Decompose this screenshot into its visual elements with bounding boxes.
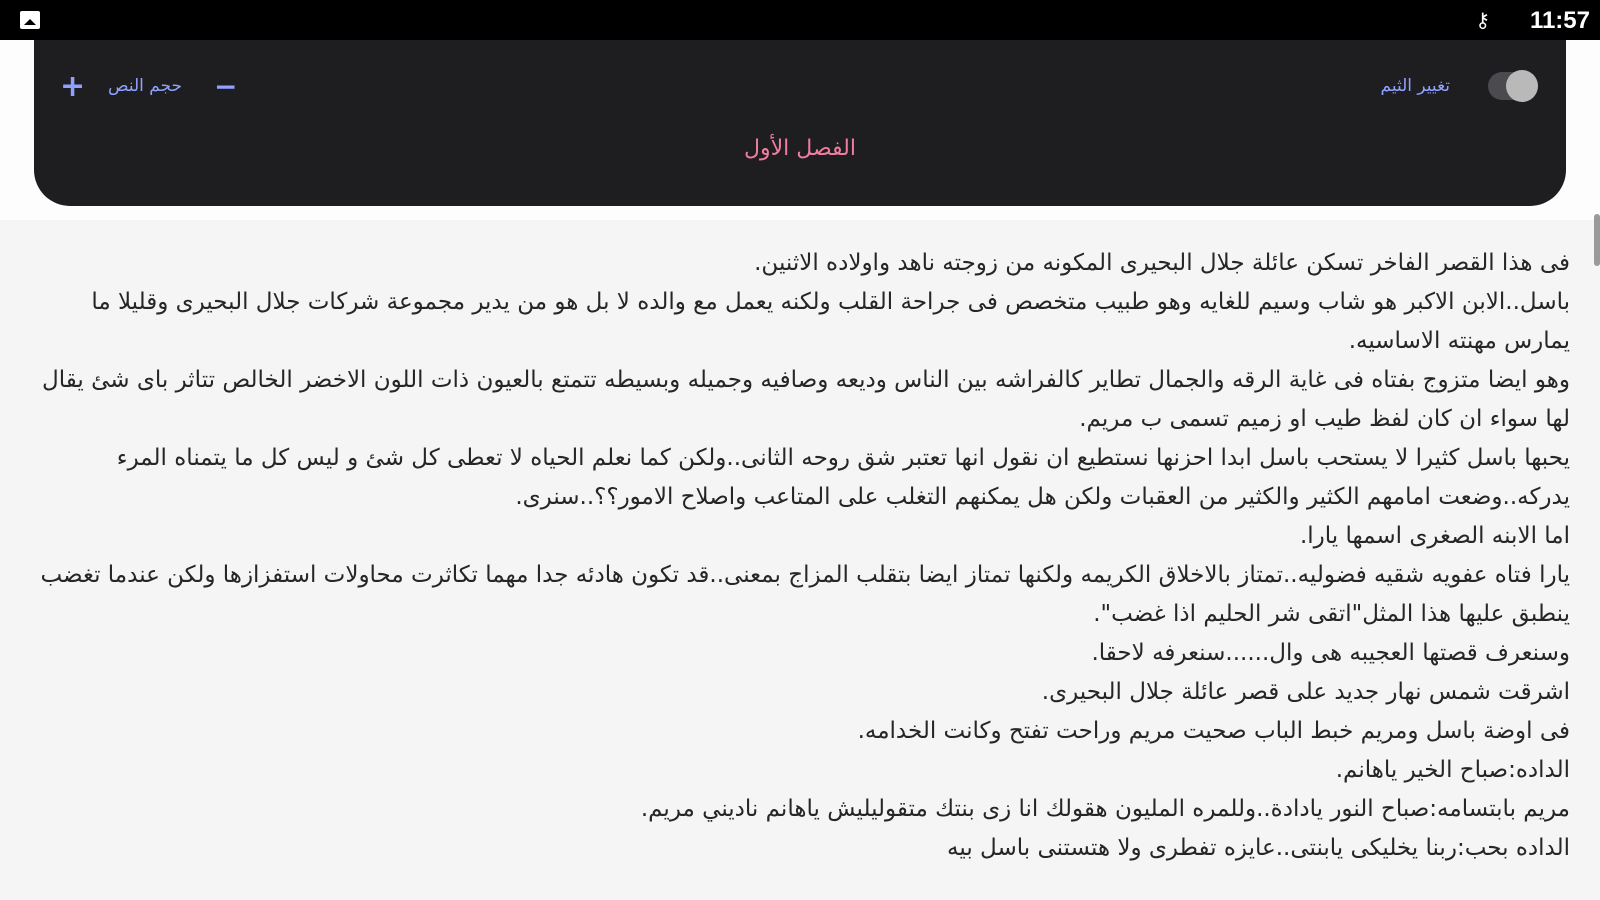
reader-header (34, 40, 1566, 206)
paragraph: الداده:صباح الخير ياهانم. (1335, 757, 1570, 783)
decrease-text-size-button[interactable]: − (214, 70, 238, 103)
chapter-title: الفصل الأول (744, 136, 856, 161)
paragraph: فى اوضة باسل ومريم خبط الباب صحيت مريم وراحت تفتح وكانت الخدامه. (857, 718, 1570, 744)
paragraph: مريم بابتسامه:صباح النور يادادة..وللمره المليون هقولك انا زى بنتك متقوليليش ياهانم ناديني مريم. (640, 796, 1570, 822)
key-icon: ⚷ (1475, 8, 1490, 32)
paragraph: فى هذا القصر الفاخر تسكن عائلة جلال البحيرى المكونه من زوجته ناهد واولاده الاثنين. (754, 250, 1570, 276)
toggle-knob (1506, 70, 1538, 102)
paragraph: يحبها باسل كثيرا لا يستحب باسل ابدا احزنها نستطيع ان نقول انها تعتبر شق روحه الثانى..ولكن كما نعلم الحياه لا تعطى كل شئ و ليس كل ما يتمناه المرء يدركه..وضعت امامهم الكثير والكثير من العقبات ولكن هل يمكنهم التغلب على المتاعب واصلاح الامور؟؟..سنرى. (116, 445, 1570, 510)
status-time: 11:57 (1529, 7, 1590, 34)
paragraph: الداده بحب:ربنا يخليكى يابنتى..عايزه تفطرى ولا هتستنى باسل بيه (947, 835, 1570, 861)
theme-toggle-switch[interactable] (1488, 72, 1538, 100)
paragraph: اما الابنه الصغرى اسمها يارا. (1299, 523, 1570, 549)
paragraph: باسل..الابن الاكبر هو شاب وسيم للغايه وهو طبيب متخصص فى جراحة القلب ولكنه يعمل مع والده لا بل هو من يدير مجموعة شركات جلال البحيرى وقليلا ما يمارس مهنته الاساسيه. (91, 289, 1570, 354)
increase-text-size-button[interactable]: + (60, 69, 86, 104)
text-size-label: حجم النص (108, 76, 183, 96)
paragraph: اشرقت شمس نهار جديد على قصر عائلة جلال البحيرى. (1041, 679, 1570, 705)
theme-toggle-label: تغيير الثيم (1380, 76, 1450, 96)
scrollbar-thumb[interactable] (1594, 214, 1600, 266)
status-bar (0, 0, 1600, 40)
paragraph: وهو ايضا متزوج بفتاه فى غاية الرقه والجمال تطاير كالفراشه بين الناس وديعه وصافيه وجميله وبسيطه تتمتع بالعيون ذات اللون الاخضر الخالص تتاثر باى شئ يقال لها سواء ان كان لفظ طيب او زميم تسمى ب مريم. (42, 367, 1570, 432)
chapter-content[interactable] (40, 244, 1570, 900)
paragraph: وسنعرف قصتها العجيبه هى وال......سنعرفه لاحقا. (1091, 640, 1570, 666)
image-icon (20, 11, 40, 29)
paragraph: يارا فتاه عفويه شقيه فضوليه..تمتاز بالاخلاق الكريمه ولكنها تمتاز ايضا بتقلب المزاج بمعنى..قد تكون هادئه جدا مهما تكاثرت محاولات استفزازها ولكن عندما تغضب ينطبق عليها هذا المثل"اتقى شر الحليم اذا غضب". (40, 562, 1570, 627)
